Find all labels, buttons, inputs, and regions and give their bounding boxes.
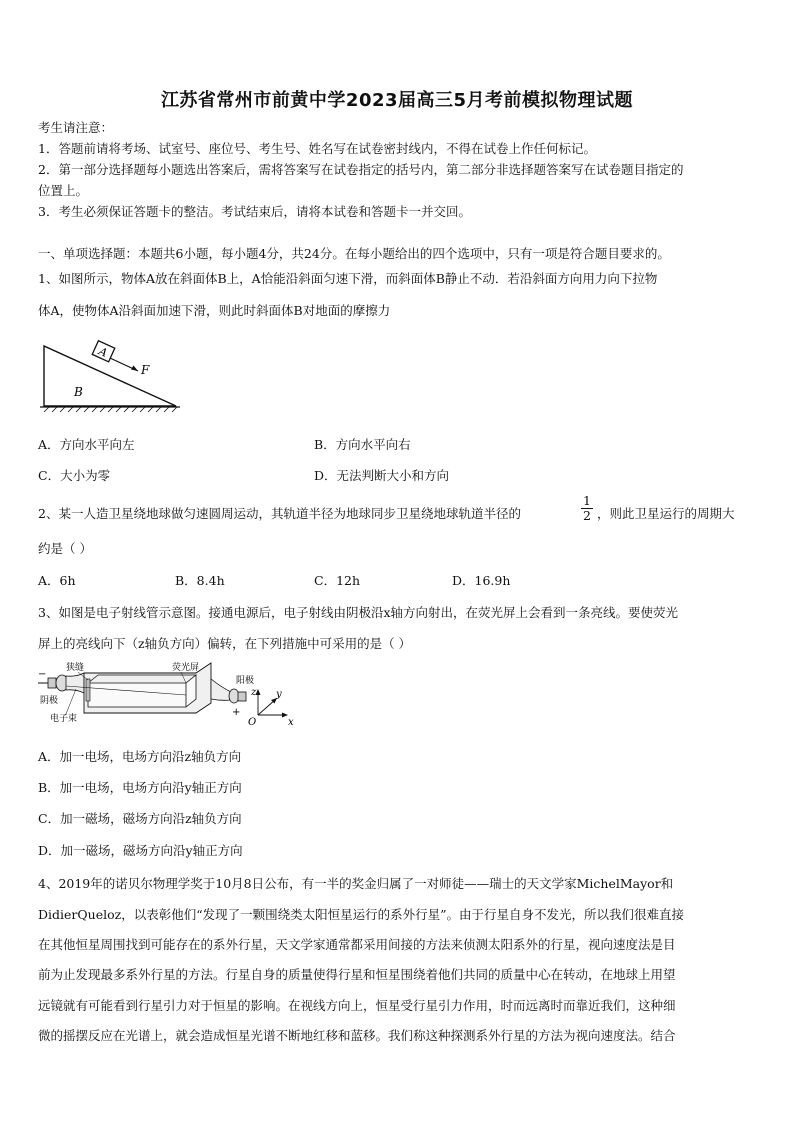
q4-text-1: 4、2019年的诺贝尔物理学奖于10月8日公布，有一半的奖金归属了一对师徒——瑞士的天文学家MichelMayor和 [38,876,674,891]
notice-item-1: 1．答题前请将考场、试室号、座位号、考生号、姓名写在试卷密封线内，不得在试卷上作任何标记。 [38,141,596,156]
minus-label: − [38,669,47,680]
page-title: 江苏省常州市前黄中学2023届高三5月考前模拟物理试题 [160,90,634,111]
label-f: F [141,363,150,377]
q3-text-2: 屏上的亮线向下（z轴负方向）偏转，在下列措施中可采用的是（ ） [38,636,412,651]
slit-label: 狭缝 [66,663,85,673]
q2-text-1b: ，则此卫星运行的周期大 [597,506,735,521]
q1-text-1: 1、如图所示，物体A放在斜面体B上，A恰能沿斜面匀速下滑，而斜面体B静止不动．若沿斜面方向用力向下拉物 [38,271,658,286]
plus-label: + [232,707,241,718]
notice-item-2-cont: 位置上。 [38,183,89,198]
section-heading: 一、单项选择题：本题共6小题，每小题4分，共24分。在每小题给出的四个选项中，只有一项是符合题目要求的。 [38,246,670,261]
q4-text-5: 远镜就有可能看到行星引力对于恒星的影响。在视线方向上，恒星受行星引力作用，时而远离时而靠近我们，这种细 [38,998,676,1013]
notice-item-3: 3．考生必须保证答题卡的整洁。考试结束后，请将本试卷和答题卡一并交回。 [38,204,471,219]
q2-frac-den: 2 [581,508,593,523]
q4-text-6: 微的摇摆反应在光谱上，就会造成恒星光谱不断地红移和蓝移。我们称这种探测系外行星的方法为视向速度法。结合 [38,1028,676,1043]
q1-incline-figure [38,338,188,414]
anode-label: 阳极 [236,676,255,686]
q4-text-4: 前为止发现最多系外行星的方法。行星自身的质量使得行星和恒星围绕着他们共同的质量中心在转动，在地球上用望 [38,967,676,982]
q2-text-1a: 2、某一人造卫星绕地球做匀速圆周运动，其轨道半径为地球同步卫星绕地球轨道半径的 [38,506,521,521]
q2-option-d: D．16.9h [452,573,511,588]
cathode-label: 阴极 [40,696,59,706]
q4-text-3: 在其他恒星周围找到可能存在的系外行星，天文学家通常都采用间接的方法来侦测太阳系外的行星，视向速度法是目 [38,937,676,952]
q2-option-b: B．8.4h [175,573,225,588]
q2-option-a: A．6h [38,573,76,588]
q2-frac-num: 1 [583,493,591,508]
q3-option-d: D．加一磁场，磁场方向沿y轴正方向 [38,843,243,858]
beam-label: 电子束 [50,714,78,724]
cathode-plug [48,678,56,688]
q3-option-b: B．加一电场，电场方向沿y轴正方向 [38,780,242,795]
q3-crt-figure [36,659,298,739]
q3-text-1: 3、如图是电子射线管示意图。接通电源后，电子射线由阴极沿x轴方向射出，在荧光屏上会看到一条亮线。要使荧光 [38,605,679,620]
origin-label: O [248,717,257,728]
notice-heading: 考生请注意： [38,120,114,135]
axis-y-label: y [276,689,282,700]
q2-option-c: C．12h [314,573,361,588]
q4-text-2: DidierQueloz，以表彰他们“发现了一颗围绕类太阳恒星运行的系外行星”。由于行星自身不发光，所以我们很难直接 [38,907,684,922]
q1-option-c: C．大小为零 [38,468,111,483]
notice-item-2: 2．第一部分选择题每小题选出答案后，需将答案写在试卷指定的括号内，第二部分非选择题答案写在试卷题目指定的 [38,162,684,177]
q3-option-a: A．加一电场，电场方向沿z轴负方向 [38,749,242,764]
q1-option-b: B．方向水平向右 [314,437,411,452]
slit [86,679,90,701]
q1-option-d: D．无法判断大小和方向 [314,468,450,483]
q2-fraction [581,494,593,523]
q3-option-c: C．加一磁场，磁场方向沿z轴负方向 [38,811,242,826]
coordinate-axes [258,691,286,715]
anode-plug [238,692,246,701]
q1-text-2: 体A，使物体A沿斜面加速下滑，则此时斜面体B对地面的摩擦力 [38,303,391,318]
label-b: B [74,385,83,399]
screen-label: 荧光屏 [172,663,200,673]
axis-z-label: z [251,687,257,698]
axis-x-label: x [288,717,294,728]
label-a: A [96,344,110,360]
q1-option-a: A．方向水平向左 [38,437,135,452]
q2-text-2: 约是（ ） [38,541,92,556]
